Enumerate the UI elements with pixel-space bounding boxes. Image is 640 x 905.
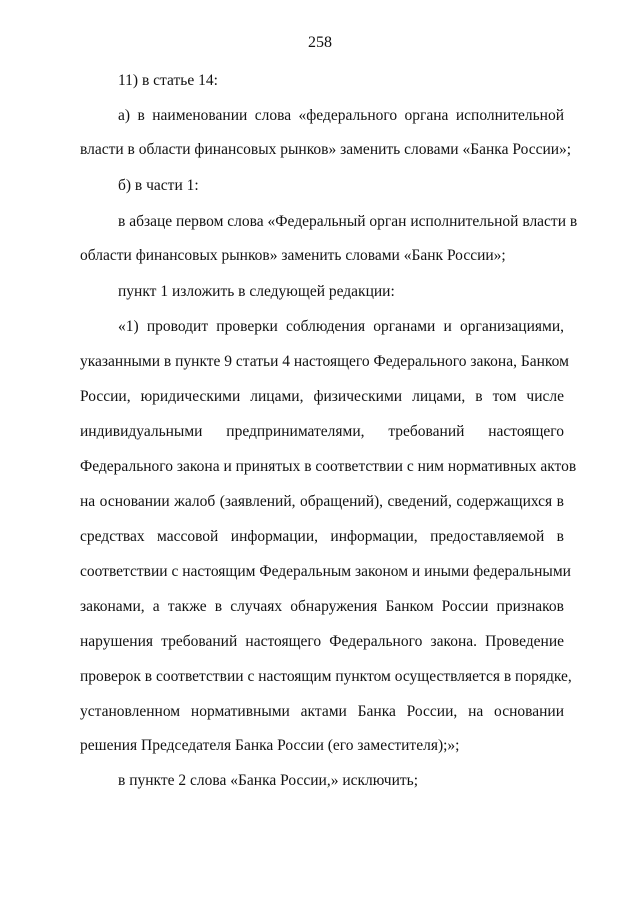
text-line-12: Федерального закона и принятых в соответствии с ним нормативных актов (80, 458, 577, 475)
text-line-2: а) в наименовании слова «федерального органа исполнительной (118, 107, 564, 124)
text-line-21: в пункте 2 слова «Банка России,» исключить; (118, 772, 419, 789)
text-line-1: 11) в статье 14: (118, 72, 218, 89)
text-line-17: нарушения требований настоящего Федерального закона. Проведение (80, 633, 564, 650)
text-line-16: законами, а также в случаях обнаружения Банком России признаков (80, 598, 564, 615)
text-line-4: б) в части 1: (118, 177, 199, 194)
text-line-20: решения Председателя Банка России (его заместителя);»; (80, 737, 460, 754)
text-line-13: на основании жалоб (заявлений, обращений), сведений, содержащихся в (80, 493, 564, 510)
text-line-14: средствах массовой информации, информации, предоставляемой в (80, 528, 564, 545)
text-line-15: соответствии с настоящим Федеральным законом и иными федеральными (80, 563, 571, 580)
text-line-7: пункт 1 изложить в следующей редакции: (118, 283, 395, 300)
text-line-5: в абзаце первом слова «Федеральный орган исполнительной власти в (118, 213, 578, 230)
text-line-9: указанными в пункте 9 статьи 4 настоящего Федерального закона, Банком (80, 353, 569, 370)
text-line-18: проверок в соответствии с настоящим пунктом осуществляется в порядке, (80, 668, 572, 685)
text-line-8: «1) проводит проверки соблюдения органами и организациями, (118, 318, 564, 335)
text-line-19: установленном нормативными актами Банка России, на основании (80, 703, 564, 720)
page-number: 258 (308, 34, 332, 51)
text-line-6: области финансовых рынков» заменить словами «Банк России»; (80, 247, 506, 264)
text-line-10: России, юридическими лицами, физическими лицами, в том числе (80, 388, 564, 405)
text-line-11: индивидуальными предпринимателями, требований настоящего (80, 423, 564, 440)
text-line-3: власти в области финансовых рынков» заменить словами «Банка России»; (80, 141, 572, 158)
